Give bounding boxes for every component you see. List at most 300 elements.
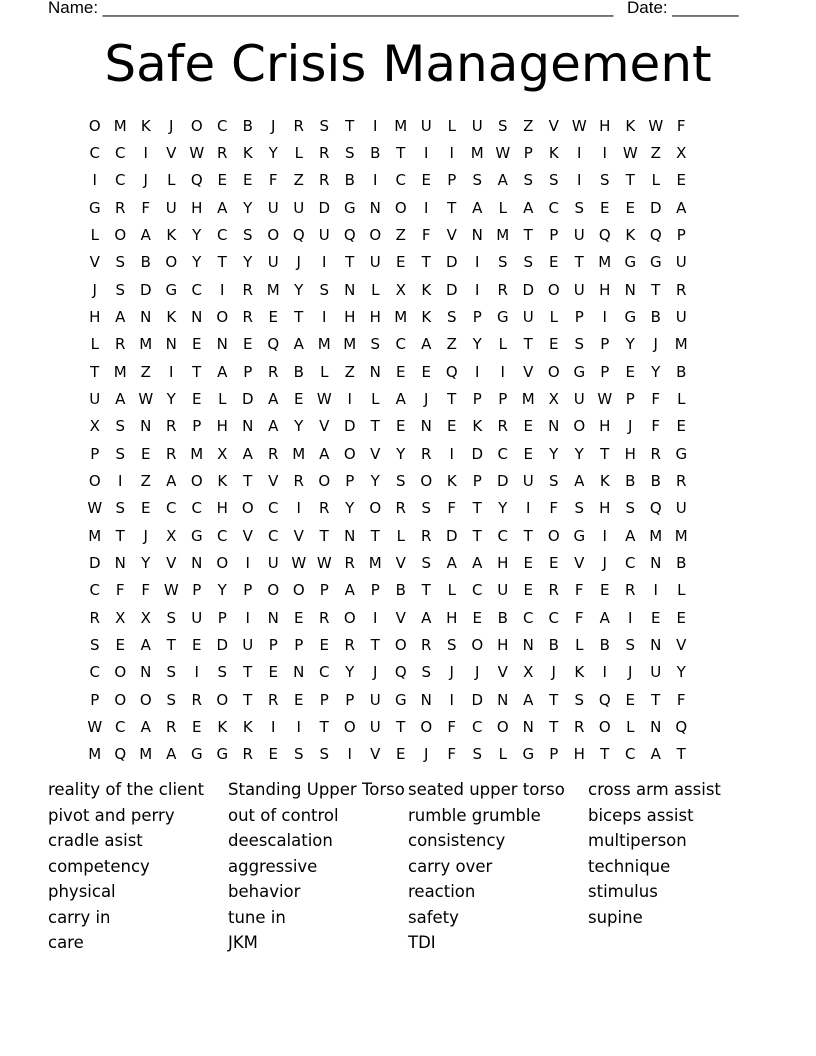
grid-letter: N xyxy=(267,608,279,627)
grid-letter: R xyxy=(497,280,508,299)
grid-letter: D xyxy=(445,253,458,272)
grid-letter: M xyxy=(113,116,127,135)
grid-letter: W xyxy=(87,499,103,518)
grid-letter: E xyxy=(676,608,686,627)
grid-letter: G xyxy=(522,745,535,764)
grid-letter: A xyxy=(344,581,355,600)
grid-row xyxy=(82,413,694,440)
grid-letter: Q xyxy=(343,225,356,244)
grid-letter: F xyxy=(676,116,686,135)
grid-letter: O xyxy=(267,581,280,600)
grid-letter: F xyxy=(447,499,457,518)
grid-letter: L xyxy=(549,307,558,326)
grid-letter: F xyxy=(574,608,584,627)
grid-letter: V xyxy=(89,253,100,272)
grid-letter: D xyxy=(216,635,229,654)
grid-letter: K xyxy=(140,116,151,135)
grid-row xyxy=(82,139,694,166)
grid-letter: B xyxy=(395,581,406,600)
grid-letter: V xyxy=(395,553,406,572)
grid-letter: S xyxy=(523,171,534,190)
grid-letter: A xyxy=(166,745,177,764)
grid-letter: R xyxy=(548,581,559,600)
grid-letter: U xyxy=(369,690,381,709)
grid-letter: Q xyxy=(649,225,662,244)
grid-letter: P xyxy=(243,581,253,600)
grid-letter: J xyxy=(424,389,429,408)
grid-letter: N xyxy=(497,690,509,709)
grid-letter: S xyxy=(319,116,330,135)
grid-letter: W xyxy=(316,389,332,408)
grid-row xyxy=(82,713,694,740)
grid-letter: D xyxy=(88,553,101,572)
grid-letter: W xyxy=(163,581,179,600)
grid-letter: P xyxy=(294,635,304,654)
grid-letter: T xyxy=(319,717,329,736)
grid-letter: T xyxy=(396,717,406,736)
grid-letter: C xyxy=(115,717,126,736)
grid-letter: G xyxy=(394,690,407,709)
grid-letter: F xyxy=(447,745,457,764)
grid-letter: B xyxy=(497,608,508,627)
grid-letter: U xyxy=(573,225,585,244)
grid-letter: E xyxy=(523,581,533,600)
grid-letter: N xyxy=(650,717,662,736)
grid-letter: N xyxy=(522,635,534,654)
grid-letter: O xyxy=(216,307,229,326)
grid-letter: D xyxy=(318,198,331,217)
grid-letter: D xyxy=(241,389,254,408)
grid-letter: T xyxy=(676,745,686,764)
grid-letter: E xyxy=(192,635,202,654)
grid-letter: Q xyxy=(190,171,203,190)
grid-letter: E xyxy=(268,745,278,764)
grid-letter: Q xyxy=(292,225,305,244)
grid-letter: I xyxy=(347,745,352,764)
grid-letter: E xyxy=(625,690,635,709)
grid-letter: E xyxy=(421,171,431,190)
grid-letter: Y xyxy=(192,225,202,244)
grid-letter: Y xyxy=(498,499,508,518)
grid-row xyxy=(82,112,694,139)
grid-letter: R xyxy=(89,608,100,627)
grid-letter: Q xyxy=(649,499,662,518)
grid-letter: K xyxy=(625,116,636,135)
grid-row xyxy=(82,686,694,713)
grid-letter: D xyxy=(445,526,458,545)
grid-letter: O xyxy=(343,717,356,736)
header xyxy=(48,0,739,18)
grid-letter: E xyxy=(600,581,610,600)
grid-letter: C xyxy=(472,717,483,736)
grid-letter: D xyxy=(649,198,662,217)
grid-letter: S xyxy=(599,171,610,190)
grid-letter: A xyxy=(421,335,432,354)
grid-letter: H xyxy=(191,198,203,217)
grid-letter: U xyxy=(89,389,101,408)
grid-letter: E xyxy=(447,417,457,436)
grid-letter: O xyxy=(190,116,203,135)
grid-letter: L xyxy=(498,198,507,217)
grid-letter: I xyxy=(449,690,454,709)
grid-letter: S xyxy=(446,635,457,654)
grid-letter: X xyxy=(140,608,151,627)
grid-letter: T xyxy=(370,526,380,545)
grid-letter: C xyxy=(395,335,406,354)
grid-letter: I xyxy=(602,307,607,326)
word-list-item: competency xyxy=(48,856,150,876)
grid-letter: F xyxy=(549,499,559,518)
grid-letter: H xyxy=(497,635,509,654)
grid-letter: I xyxy=(169,362,174,381)
grid-letter: A xyxy=(115,389,126,408)
word-list-item: consistency xyxy=(408,831,506,850)
grid-letter: B xyxy=(344,171,355,190)
grid-letter: U xyxy=(318,225,330,244)
grid-letter: A xyxy=(268,389,279,408)
grid-letter: Z xyxy=(140,362,151,381)
grid-letter: G xyxy=(165,280,178,299)
grid-letter: Q xyxy=(267,335,280,354)
name-label: Name: ______________________________________________________ xyxy=(48,0,614,17)
grid-letter: T xyxy=(345,253,355,272)
grid-letter: P xyxy=(345,690,355,709)
grid-letter: R xyxy=(293,471,304,490)
grid-letter: U xyxy=(675,499,687,518)
grid-letter: V xyxy=(319,417,330,436)
grid-letter: I xyxy=(577,143,582,162)
word-list-item: supine xyxy=(588,907,643,927)
grid-letter: Y xyxy=(625,335,635,354)
grid-letter: E xyxy=(396,417,406,436)
grid-letter: E xyxy=(549,253,559,272)
grid-letter: S xyxy=(370,335,381,354)
grid-letter: L xyxy=(396,526,405,545)
grid-letter: C xyxy=(89,663,100,682)
grid-letter: O xyxy=(420,717,433,736)
grid-letter: S xyxy=(319,745,330,764)
grid-letter: Q xyxy=(675,717,688,736)
grid-letter: H xyxy=(344,307,356,326)
grid-letter: L xyxy=(677,389,686,408)
grid-letter: B xyxy=(676,362,687,381)
grid-letter: N xyxy=(140,663,152,682)
grid-letter: J xyxy=(551,663,556,682)
grid-letter: R xyxy=(293,116,304,135)
word-list-item: deescalation xyxy=(228,831,333,850)
grid-letter: C xyxy=(395,171,406,190)
grid-letter: S xyxy=(548,471,559,490)
grid-letter: A xyxy=(599,608,610,627)
grid-letter: V xyxy=(370,444,381,463)
grid-letter: Q xyxy=(598,225,611,244)
grid-letter: S xyxy=(115,444,126,463)
grid-letter: W xyxy=(189,143,205,162)
word-list-item: technique xyxy=(588,856,671,876)
grid-letter: T xyxy=(549,690,559,709)
grid-letter: D xyxy=(522,280,535,299)
grid-letter: T xyxy=(294,307,304,326)
grid-letter: L xyxy=(677,581,686,600)
grid-row xyxy=(82,167,694,194)
grid-letter: I xyxy=(449,143,454,162)
grid-letter: W xyxy=(291,553,307,572)
grid-letter: S xyxy=(217,663,228,682)
grid-letter: V xyxy=(574,553,585,572)
grid-letter: X xyxy=(395,280,406,299)
grid-letter: I xyxy=(475,362,480,381)
grid-letter: Z xyxy=(446,335,457,354)
word-list-item: aggressive xyxy=(228,856,318,876)
grid-letter: R xyxy=(268,690,279,709)
word-list-item: pivot and perry xyxy=(48,805,175,825)
grid-letter: O xyxy=(216,690,229,709)
grid-letter: T xyxy=(115,526,125,545)
grid-letter: X xyxy=(217,444,228,463)
grid-letter: U xyxy=(522,307,534,326)
grid-letter: Y xyxy=(166,389,176,408)
grid-letter: V xyxy=(166,143,177,162)
grid-row xyxy=(82,549,694,576)
grid-letter: C xyxy=(472,581,483,600)
grid-letter: D xyxy=(496,471,509,490)
grid-letter: L xyxy=(294,143,303,162)
grid-letter: S xyxy=(115,253,126,272)
grid-letter: N xyxy=(344,280,356,299)
grid-letter: A xyxy=(140,225,151,244)
grid-letter: Y xyxy=(345,499,355,518)
grid-row xyxy=(82,331,694,358)
grid-letter: M xyxy=(317,335,331,354)
grid-letter: V xyxy=(268,471,279,490)
grid-letter: G xyxy=(624,307,637,326)
grid-row xyxy=(82,631,694,658)
grid-letter: A xyxy=(166,471,177,490)
grid-row xyxy=(82,577,694,604)
grid-letter: W xyxy=(597,389,613,408)
word-list-item: cradle asist xyxy=(48,831,143,850)
grid-letter: K xyxy=(421,307,432,326)
grid-letter: W xyxy=(495,143,511,162)
grid-letter: S xyxy=(497,116,508,135)
grid-letter: K xyxy=(548,143,559,162)
word-list-item: carry in xyxy=(48,907,111,927)
grid-letter: P xyxy=(472,471,482,490)
grid-letter: T xyxy=(243,471,253,490)
grid-letter: A xyxy=(676,198,687,217)
grid-letter: T xyxy=(345,116,355,135)
grid-letter: K xyxy=(599,471,610,490)
grid-letter: N xyxy=(420,417,432,436)
grid-letter: O xyxy=(343,608,356,627)
grid-letter: I xyxy=(347,389,352,408)
grid-letter: O xyxy=(420,471,433,490)
grid-letter: E xyxy=(651,608,661,627)
grid-letter: D xyxy=(471,444,484,463)
grid-letter: A xyxy=(523,690,534,709)
grid-letter: S xyxy=(574,499,585,518)
grid-letter: N xyxy=(165,335,177,354)
grid-letter: F xyxy=(268,171,278,190)
grid-letter: W xyxy=(138,389,154,408)
grid-letter: J xyxy=(475,663,480,682)
grid-letter: N xyxy=(420,690,432,709)
grid-letter: B xyxy=(293,362,304,381)
grid-letter: T xyxy=(370,417,380,436)
grid-letter: W xyxy=(87,717,103,736)
grid-letter: T xyxy=(370,635,380,654)
grid-letter: T xyxy=(549,717,559,736)
grid-letter: S xyxy=(574,198,585,217)
grid-row xyxy=(82,522,694,549)
grid-row xyxy=(82,276,694,303)
grid-letter: O xyxy=(573,417,586,436)
grid-letter: P xyxy=(90,444,100,463)
grid-letter: U xyxy=(675,253,687,272)
grid-letter: C xyxy=(625,553,636,572)
grid-letter: I xyxy=(118,471,123,490)
grid-letter: P xyxy=(319,581,329,600)
grid-letter: J xyxy=(143,171,148,190)
grid-letter: Q xyxy=(598,690,611,709)
grid-letter: F xyxy=(421,225,431,244)
grid-letter: R xyxy=(395,499,406,518)
grid-letter: K xyxy=(574,663,585,682)
grid-letter: T xyxy=(447,198,457,217)
grid-letter: S xyxy=(344,143,355,162)
grid-letter: U xyxy=(675,307,687,326)
grid-letter: V xyxy=(676,635,687,654)
grid-letter: F xyxy=(651,389,661,408)
grid-letter: S xyxy=(395,471,406,490)
grid-letter: N xyxy=(650,635,662,654)
grid-letter: L xyxy=(371,280,380,299)
grid-letter: P xyxy=(90,690,100,709)
grid-letter: I xyxy=(653,581,658,600)
grid-letter: U xyxy=(293,198,305,217)
grid-letter: Y xyxy=(574,444,584,463)
grid-letter: P xyxy=(319,690,329,709)
grid-letter: E xyxy=(294,690,304,709)
grid-letter: T xyxy=(574,253,584,272)
grid-letter: A xyxy=(217,198,228,217)
grid-letter: P xyxy=(192,417,202,436)
grid-letter: U xyxy=(165,198,177,217)
grid-letter: L xyxy=(447,581,456,600)
grid-row xyxy=(82,358,694,385)
grid-letter: A xyxy=(472,198,483,217)
grid-letter: P xyxy=(447,171,457,190)
grid-letter: R xyxy=(242,745,253,764)
grid-letter: I xyxy=(577,171,582,190)
grid-letter: S xyxy=(166,608,177,627)
word-list-item: multiperson xyxy=(588,831,687,850)
grid-letter: C xyxy=(548,608,559,627)
grid-letter: C xyxy=(217,526,228,545)
grid-letter: B xyxy=(548,635,559,654)
grid-row xyxy=(82,659,694,686)
grid-letter: Y xyxy=(396,444,406,463)
grid-letter: M xyxy=(292,444,306,463)
grid-letter: A xyxy=(421,608,432,627)
grid-letter: R xyxy=(344,553,355,572)
grid-letter: S xyxy=(421,499,432,518)
grid-letter: G xyxy=(343,198,356,217)
grid-letter: H xyxy=(599,499,611,518)
word-list-item: rumble grumble xyxy=(408,805,541,825)
grid-letter: L xyxy=(651,171,660,190)
grid-letter: M xyxy=(139,745,153,764)
grid-letter: O xyxy=(369,499,382,518)
grid-letter: A xyxy=(446,553,457,572)
word-list-item: reaction xyxy=(408,882,476,901)
grid-letter: G xyxy=(649,253,662,272)
grid-row xyxy=(82,194,694,221)
grid-letter: O xyxy=(547,280,560,299)
grid-letter: B xyxy=(599,635,610,654)
grid-letter: V xyxy=(497,663,508,682)
grid-letter: R xyxy=(625,581,636,600)
grid-letter: O xyxy=(165,253,178,272)
grid-letter: S xyxy=(574,690,585,709)
grid-letter: Y xyxy=(243,198,253,217)
grid-letter: K xyxy=(242,717,253,736)
grid-letter: R xyxy=(344,635,355,654)
grid-letter: Y xyxy=(192,253,202,272)
grid-letter: I xyxy=(449,444,454,463)
grid-letter: R xyxy=(497,417,508,436)
grid-letter: I xyxy=(602,143,607,162)
grid-letter: Q xyxy=(445,362,458,381)
grid-letter: R xyxy=(319,143,330,162)
grid-letter: E xyxy=(472,608,482,627)
grid-letter: K xyxy=(166,307,177,326)
grid-letter: T xyxy=(523,335,533,354)
grid-letter: I xyxy=(628,608,633,627)
word-list-item: out of control xyxy=(228,805,339,825)
grid-letter: E xyxy=(396,745,406,764)
grid-letter: P xyxy=(523,143,533,162)
grid-letter: U xyxy=(522,471,534,490)
grid-letter: C xyxy=(166,499,177,518)
grid-letter: C xyxy=(523,608,534,627)
grid-letter: O xyxy=(114,663,127,682)
grid-letter: Q xyxy=(114,745,127,764)
grid-letter: T xyxy=(421,253,431,272)
grid-letter: U xyxy=(267,198,279,217)
grid-letter: J xyxy=(296,253,301,272)
grid-letter: I xyxy=(602,663,607,682)
grid-letter: T xyxy=(166,635,176,654)
grid-letter: X xyxy=(676,143,687,162)
grid-letter: O xyxy=(139,690,152,709)
grid-letter: K xyxy=(217,471,228,490)
grid-letter: O xyxy=(471,635,484,654)
grid-letter: R xyxy=(421,444,432,463)
grid-letter: A xyxy=(395,389,406,408)
grid-letter: I xyxy=(602,526,607,545)
grid-letter: N xyxy=(344,526,356,545)
grid-letter: R xyxy=(650,444,661,463)
grid-letter: U xyxy=(242,635,254,654)
grid-letter: O xyxy=(88,116,101,135)
grid-letter: U xyxy=(420,116,432,135)
grid-letter: C xyxy=(191,280,202,299)
grid-letter: T xyxy=(600,745,610,764)
grid-letter: S xyxy=(472,745,483,764)
grid-letter: C xyxy=(497,444,508,463)
grid-letter: T xyxy=(447,389,457,408)
